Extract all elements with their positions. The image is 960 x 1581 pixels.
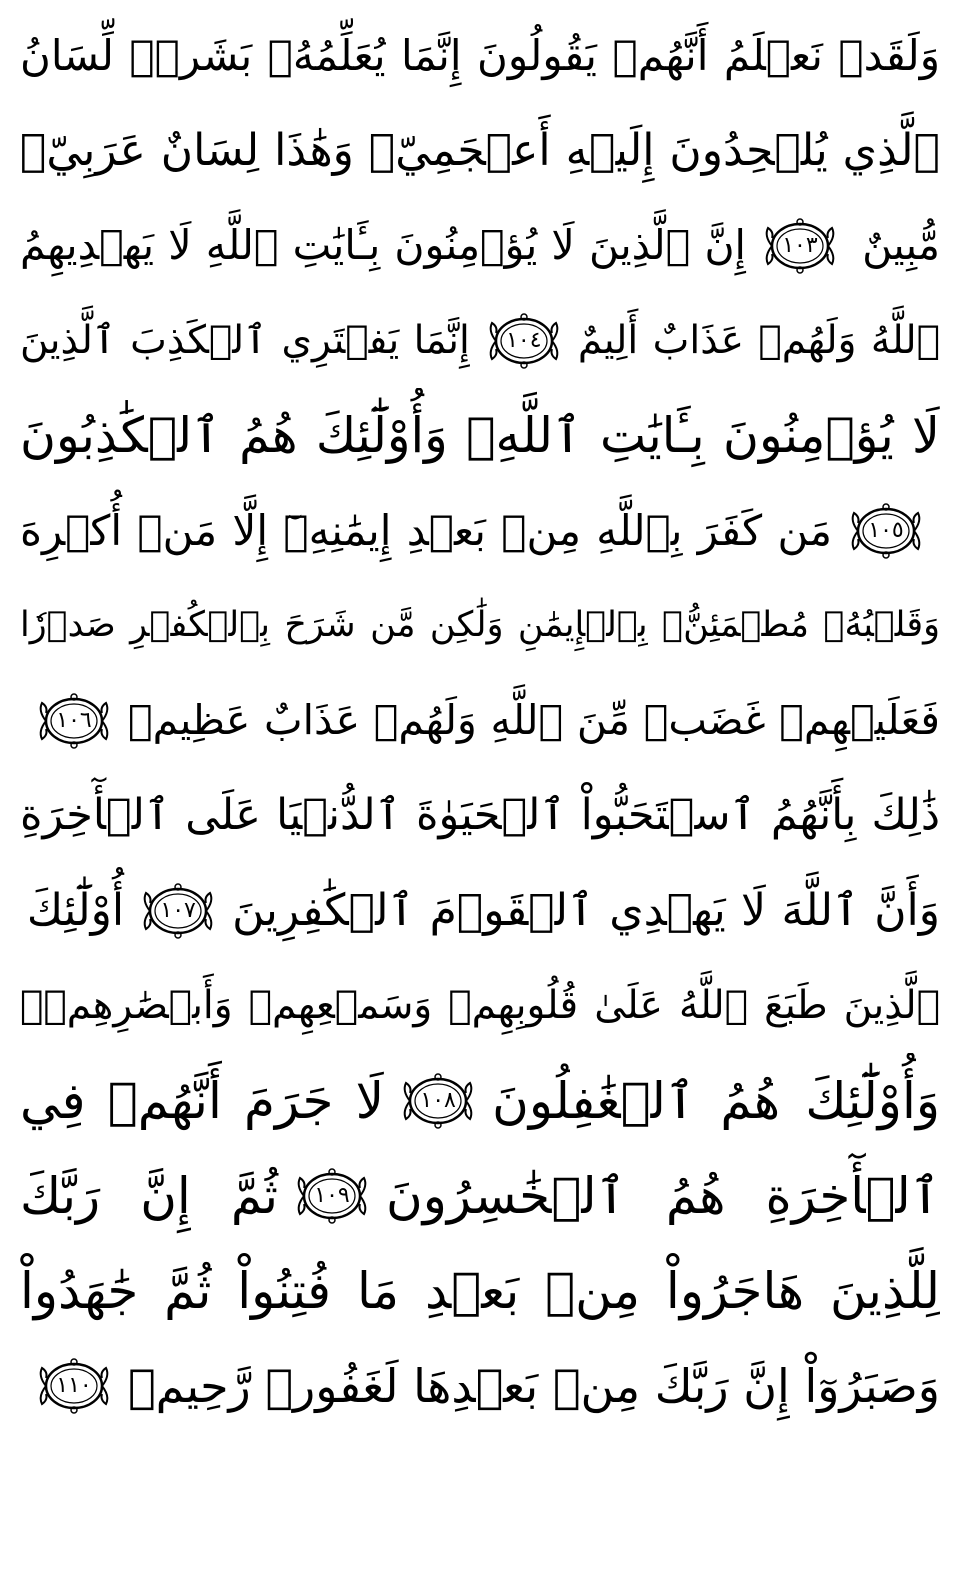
ayah-number: ١٠٦ xyxy=(56,707,92,733)
verse-text: إِنَّمَا يَفۡتَرِي ٱلۡكَذِبَ ٱلَّذِينَ xyxy=(20,318,470,363)
ayah-number-marker xyxy=(840,500,932,562)
verse-text: وَأُوْلَٰٓئِكَ هُمُ ٱلۡغَٰفِلُونَ xyxy=(492,1071,940,1130)
ayah-number: ١٠٨ xyxy=(420,1087,456,1113)
text-line xyxy=(20,388,940,483)
text-line xyxy=(20,293,940,388)
ayah-number: ١١٠ xyxy=(56,1372,92,1398)
verse-text: أُوْلَٰٓئِكَ xyxy=(26,884,125,936)
ayah-number: ١٠٣ xyxy=(782,232,818,258)
ayah-number: ١٠٥ xyxy=(868,517,904,543)
verse-text: ٱلۡأٓخِرَةِ هُمُ ٱلۡخَٰسِرُونَ xyxy=(386,1166,940,1225)
ayah-number-marker xyxy=(132,880,224,942)
text-line xyxy=(20,1148,940,1243)
verse-text: ٱللَّهُ وَلَهُمۡ عَذَابٌ أَلِيمٌ xyxy=(577,318,940,363)
text-line xyxy=(20,8,940,103)
verse-text: لَا جَرَمَ أَنَّهُمۡ فِي xyxy=(20,1071,385,1130)
verse-text: لِلَّذِينَ هَاجَرُواْ مِنۢ بَعۡدِ مَا فُتِنُواْ ثُمَّ جَٰهَدُواْ xyxy=(20,1261,940,1320)
text-line xyxy=(20,768,940,863)
ayah-number-marker xyxy=(28,690,120,752)
text-line xyxy=(20,958,940,1053)
ayah-number: ١٠٤ xyxy=(506,327,542,353)
verse-text: وَأَنَّ ٱللَّهَ لَا يَهۡدِي ٱلۡقَوۡمَ ٱلۡكَٰفِرِينَ xyxy=(232,884,940,936)
text-line xyxy=(20,1338,940,1433)
verse-text: ثُمَّ إِنَّ رَبَّكَ xyxy=(20,1166,279,1225)
verse-text: وَقَلۡبُهُۥ مُطۡمَئِنُّۢ بِٱلۡإِيمَٰنِ وَلَٰكِن مَّن شَرَحَ بِٱلۡكُفۡرِ صَدۡرٗا xyxy=(20,605,940,645)
text-line xyxy=(20,483,940,578)
ayah-number-marker xyxy=(478,310,570,372)
text-line xyxy=(20,578,940,673)
ayah-number-marker xyxy=(286,1165,378,1227)
text-line xyxy=(20,198,940,293)
verse-text: فَعَلَيۡهِمۡ غَضَبٞ مِّنَ ٱللَّهِ وَلَهُمۡ عَذَابٌ عَظِيمٞ xyxy=(128,696,940,744)
verse-text: ٱلَّذِي يُلۡحِدُونَ إِلَيۡهِ أَعۡجَمِيّٞ وَهَٰذَا لِسَانٌ عَرَبِيّٞ xyxy=(20,124,940,176)
verse-text: ذَٰلِكَ بِأَنَّهُمُ ٱسۡتَحَبُّواْ ٱلۡحَيَوٰةَ ٱلدُّنۡيَا عَلَى ٱلۡأٓخِرَةِ xyxy=(20,790,940,840)
ayah-number: ١٠٧ xyxy=(160,897,196,923)
verse-text: إِنَّ ٱلَّذِينَ لَا يُؤۡمِنُونَ بِـَٔايَٰتِ ٱللَّهِ لَا يَهۡدِيهِمُ xyxy=(20,221,746,269)
text-line xyxy=(20,673,940,768)
verse-text: لَا يُؤۡمِنُونَ بِـَٔايَٰتِ ٱللَّهِۖ وَأُوْلَٰٓئِكَ هُمُ ٱلۡكَٰذِبُونَ xyxy=(20,407,940,464)
text-line xyxy=(20,1053,940,1148)
verse-text: مَن كَفَرَ بِٱللَّهِ مِنۢ بَعۡدِ إِيمَٰنِهِۦٓ إِلَّا مَنۡ أُكۡرِهَ xyxy=(20,505,832,555)
ayah-number-marker xyxy=(392,1070,484,1132)
verse-text: وَلَقَدۡ نَعۡلَمُ أَنَّهُمۡ يَقُولُونَ إِنَّمَا يُعَلِّمُهُۥ بَشَرٞۗ لِّسَانُ xyxy=(20,30,940,80)
ayah-number: ١٠٩ xyxy=(314,1182,350,1208)
verse-text: مُّبِينٌ xyxy=(862,221,940,269)
verse-text: وَصَبَرُوٓاْ إِنَّ رَبَّكَ مِنۢ بَعۡدِهَا لَغَفُورٞ رَّحِيمٞ xyxy=(128,1358,940,1413)
text-line xyxy=(20,863,940,958)
ayah-number-marker xyxy=(754,215,846,277)
verse-text: ٱلَّذِينَ طَبَعَ ٱللَّهُ عَلَىٰ قُلُوبِهِمۡ وَسَمۡعِهِمۡ وَأَبۡصَٰرِهِمۡۖ xyxy=(20,983,940,1028)
text-line xyxy=(20,1243,940,1338)
text-line xyxy=(20,103,940,198)
ayah-number-marker xyxy=(28,1355,120,1417)
